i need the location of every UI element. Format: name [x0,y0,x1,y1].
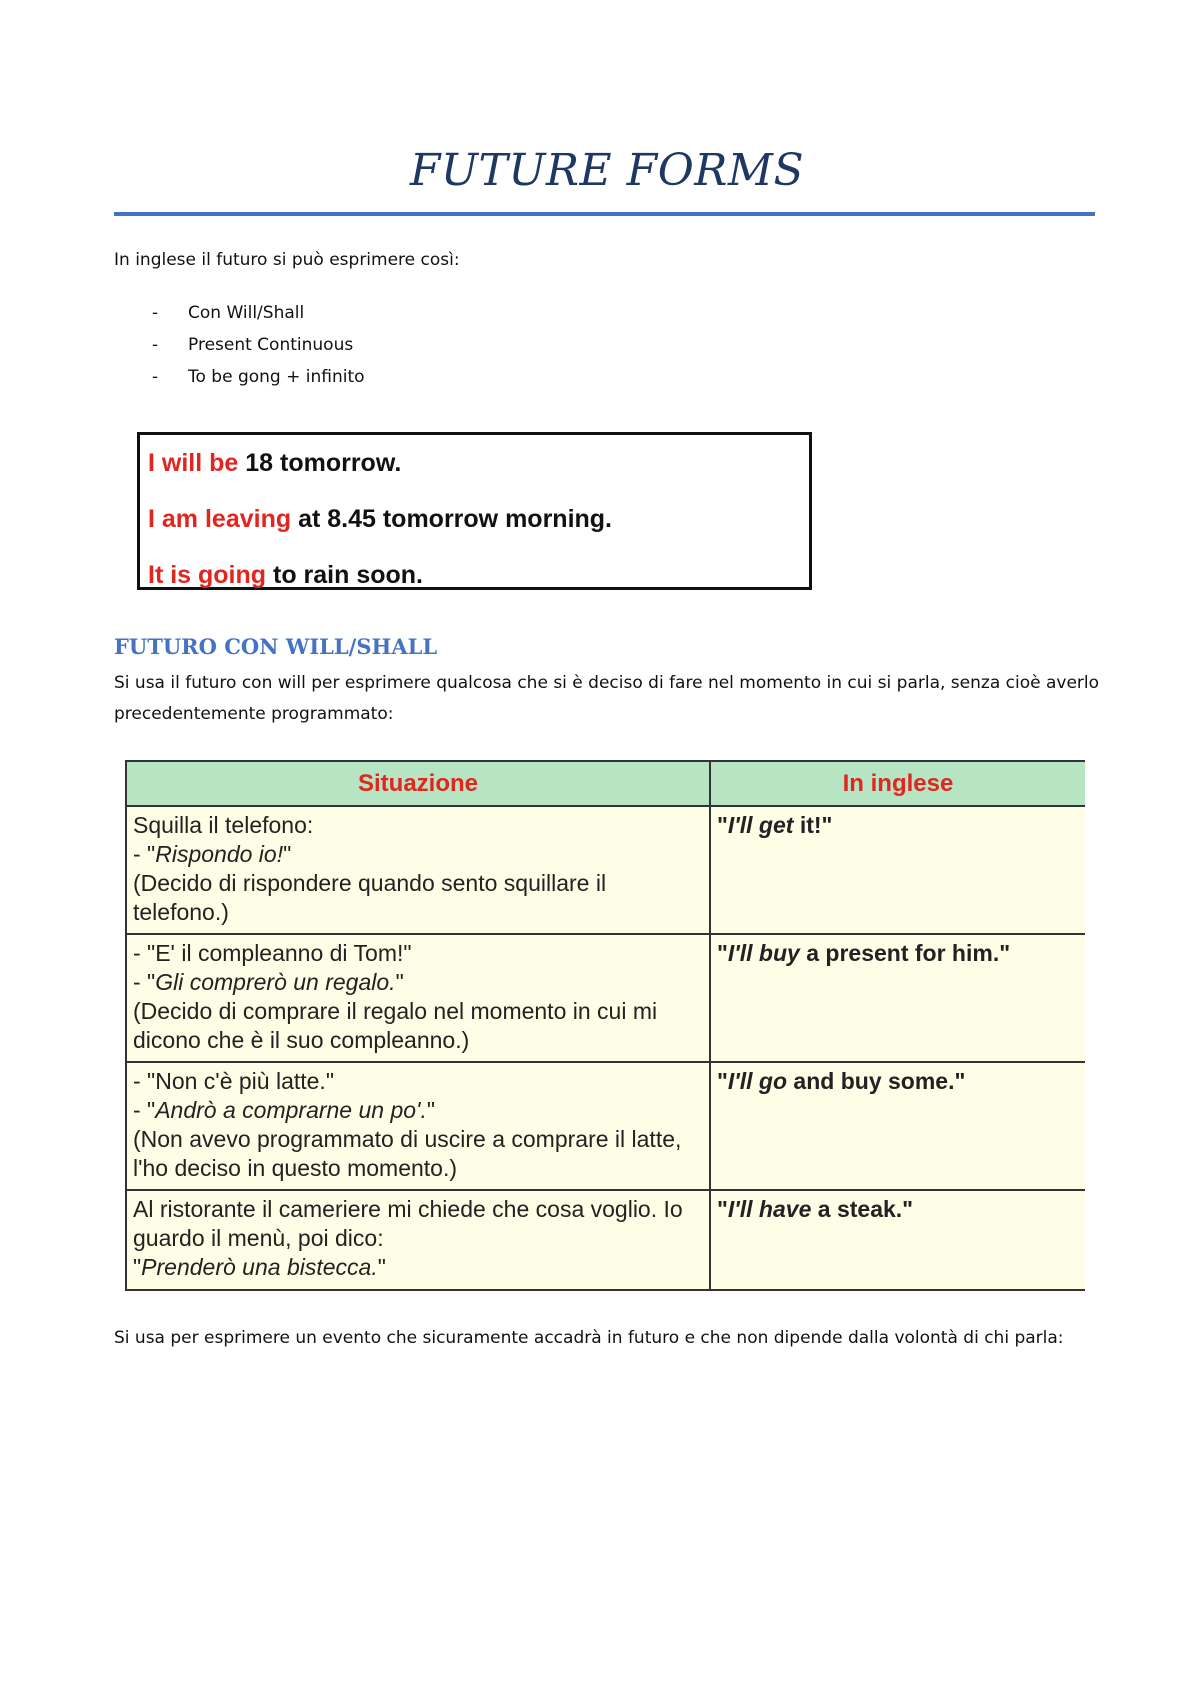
list-item: - Present Continuous [152,335,354,355]
will-usage-table [125,760,1085,1291]
english-cell: "I'll have a steak." [710,1190,1085,1290]
examples-box [137,432,812,590]
paragraph: Si usa per esprimere un evento che sicuramente accadrà in futuro e che non dipende dalla volontà di chi parla: [114,1328,1064,1348]
section-heading: FUTURO CON WILL/SHALL [114,634,438,659]
table-row [126,1062,1085,1190]
page-title: FUTURE FORMS [409,145,805,196]
example-sentence: It is going to rain soon. [148,561,423,589]
example-sentence: I will be 18 tomorrow. [148,449,402,477]
example-sentence: I am leaving at 8.45 tomorrow morning. [148,505,612,533]
intro-text: In inglese il futuro si può esprimere così: [114,250,460,270]
table-header: In inglese [710,761,1085,806]
situation-cell: - "E' il compleanno di Tom!" - "Gli comprerò un regalo." (Decido di comprare il regalo nel momento in cui mi dicono che è il suo compleanno.) [126,934,710,1062]
situation-cell: Al ristorante il cameriere mi chiede che cosa voglio. Io guardo il menù, poi dico: "Prenderò una bistecca." [126,1190,710,1290]
table-row [126,1190,1085,1290]
paragraph: Si usa il futuro con will per esprimere qualcosa che si è deciso di fare nel momento in cui si parla, senza cioè averlo precedentemente programmato: [114,673,1100,724]
situation-cell: Squilla il telefono: - "Rispondo io!" (Decido di rispondere quando sento squillare il telefono.) [126,806,710,934]
situation-cell: - "Non c'è più latte." - "Andrò a comprarne un po'." (Non avevo programmato di uscire a comprare il latte, l'ho deciso in questo momento.) [126,1062,710,1190]
table-row [126,934,1085,1062]
english-cell: "I'll get it!" [710,806,1085,934]
table-header: Situazione [126,761,710,806]
english-cell: "I'll go and buy some." [710,1062,1085,1190]
list-item: - To be gong + infinito [152,367,365,387]
english-cell: "I'll buy a present for him." [710,934,1085,1062]
future-forms-list [152,297,365,393]
table-row [126,806,1085,934]
title-underline [114,212,1095,216]
list-item: - Con Will/Shall [152,303,305,323]
